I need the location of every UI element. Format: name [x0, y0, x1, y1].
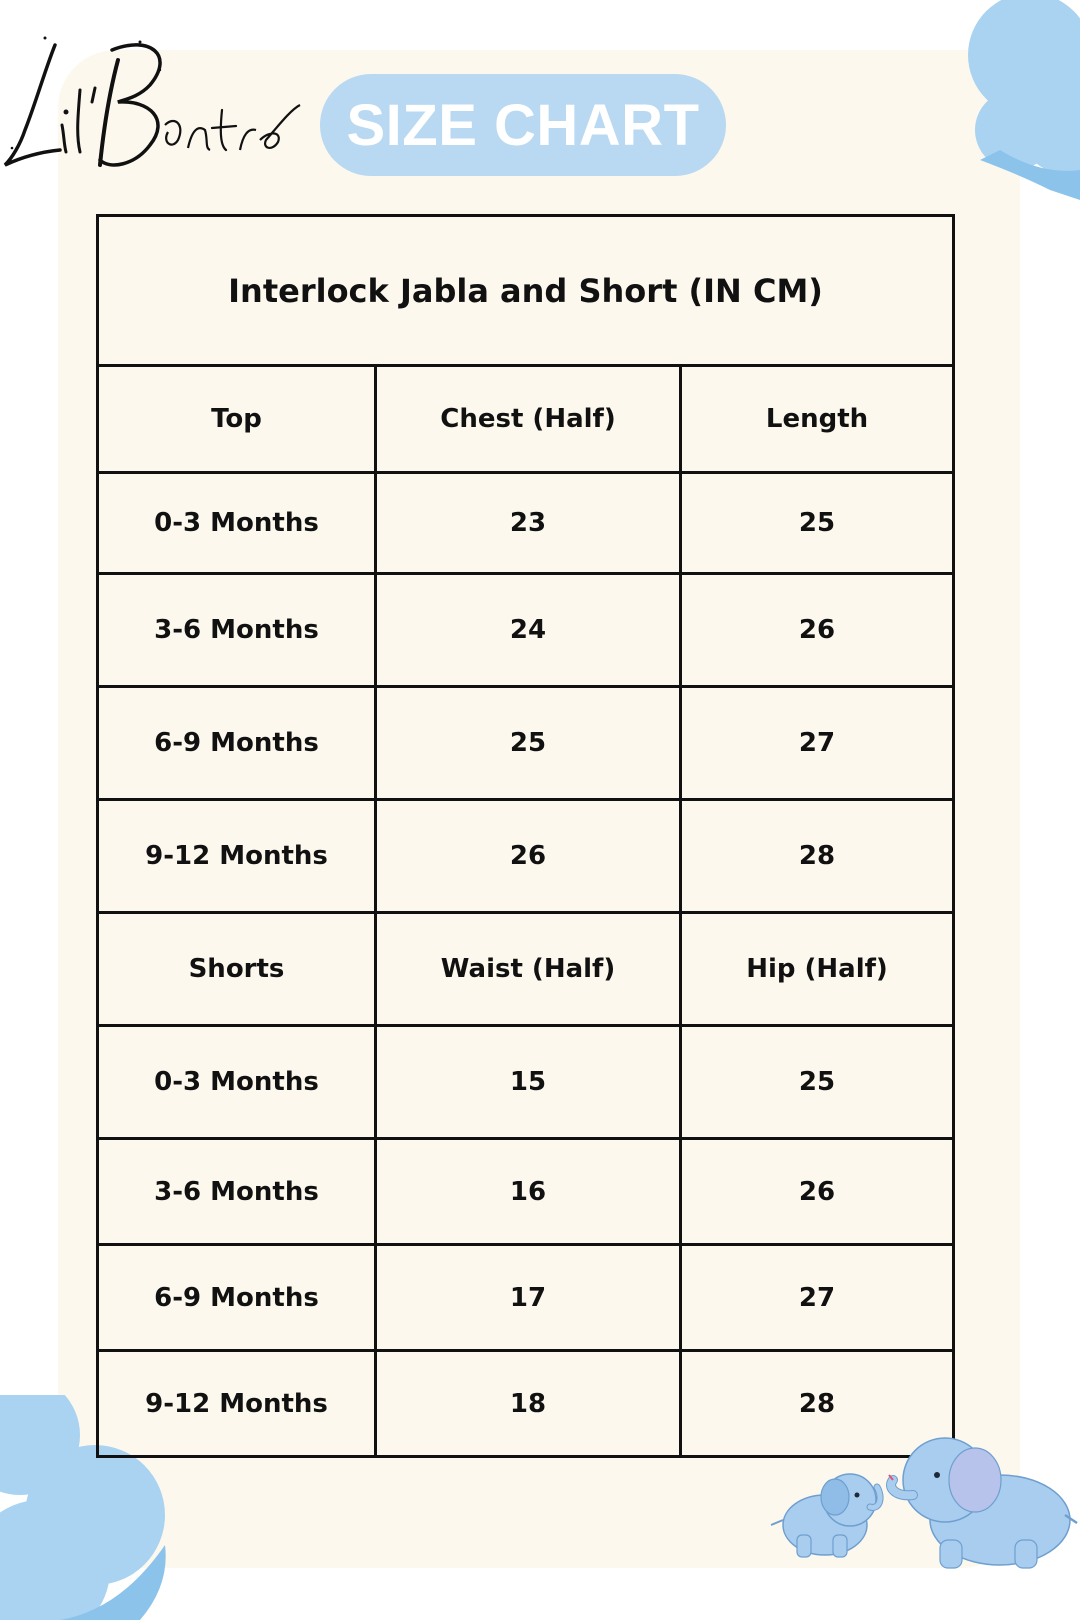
table-title: Interlock Jabla and Short (IN CM) — [98, 216, 954, 366]
table-title-row — [98, 216, 954, 366]
baby-elephant-icon — [771, 1474, 880, 1557]
value-cell: 25 — [681, 1026, 954, 1139]
logo-script-image — [0, 30, 310, 170]
brand-logo — [0, 30, 310, 170]
size-cell: 3-6 Months — [98, 1139, 376, 1245]
size-cell: 9-12 Months — [98, 1351, 376, 1457]
header-cell: Shorts — [98, 913, 376, 1026]
header-cell: Waist (Half) — [376, 913, 681, 1026]
size-cell: 6-9 Months — [98, 687, 376, 800]
size-cell: 6-9 Months — [98, 1245, 376, 1351]
table-row — [98, 1026, 954, 1139]
value-cell: 28 — [681, 1351, 954, 1457]
value-cell: 17 — [376, 1245, 681, 1351]
size-cell: 9-12 Months — [98, 800, 376, 913]
value-cell: 26 — [681, 1139, 954, 1245]
value-cell: 24 — [376, 574, 681, 687]
value-cell: 23 — [376, 473, 681, 574]
table-row — [98, 800, 954, 913]
table-row — [98, 1139, 954, 1245]
table-row — [98, 473, 954, 574]
cloud-icon — [940, 0, 1080, 200]
value-cell: 18 — [376, 1351, 681, 1457]
header-cell: Top — [98, 366, 376, 473]
size-chart-badge — [320, 74, 726, 176]
value-cell: 15 — [376, 1026, 681, 1139]
mother-elephant-icon — [889, 1438, 1077, 1568]
value-cell: 25 — [681, 473, 954, 574]
value-cell: 28 — [681, 800, 954, 913]
table-row — [98, 574, 954, 687]
size-cell: 0-3 Months — [98, 473, 376, 574]
shorts-header-row — [98, 913, 954, 1026]
top-header-row — [98, 366, 954, 473]
size-table — [96, 214, 955, 1458]
header-cell: Length — [681, 366, 954, 473]
value-cell: 27 — [681, 687, 954, 800]
value-cell: 16 — [376, 1139, 681, 1245]
table-row — [98, 1245, 954, 1351]
value-cell: 25 — [376, 687, 681, 800]
header-cell: Hip (Half) — [681, 913, 954, 1026]
size-chart-heading: SIZE CHART — [346, 92, 700, 158]
value-cell: 26 — [681, 574, 954, 687]
value-cell: 26 — [376, 800, 681, 913]
header-cell: Chest (Half) — [376, 366, 681, 473]
elephant-icon — [765, 1425, 1080, 1575]
table-row — [98, 687, 954, 800]
value-cell: 27 — [681, 1245, 954, 1351]
size-cell: 3-6 Months — [98, 574, 376, 687]
size-cell: 0-3 Months — [98, 1026, 376, 1139]
